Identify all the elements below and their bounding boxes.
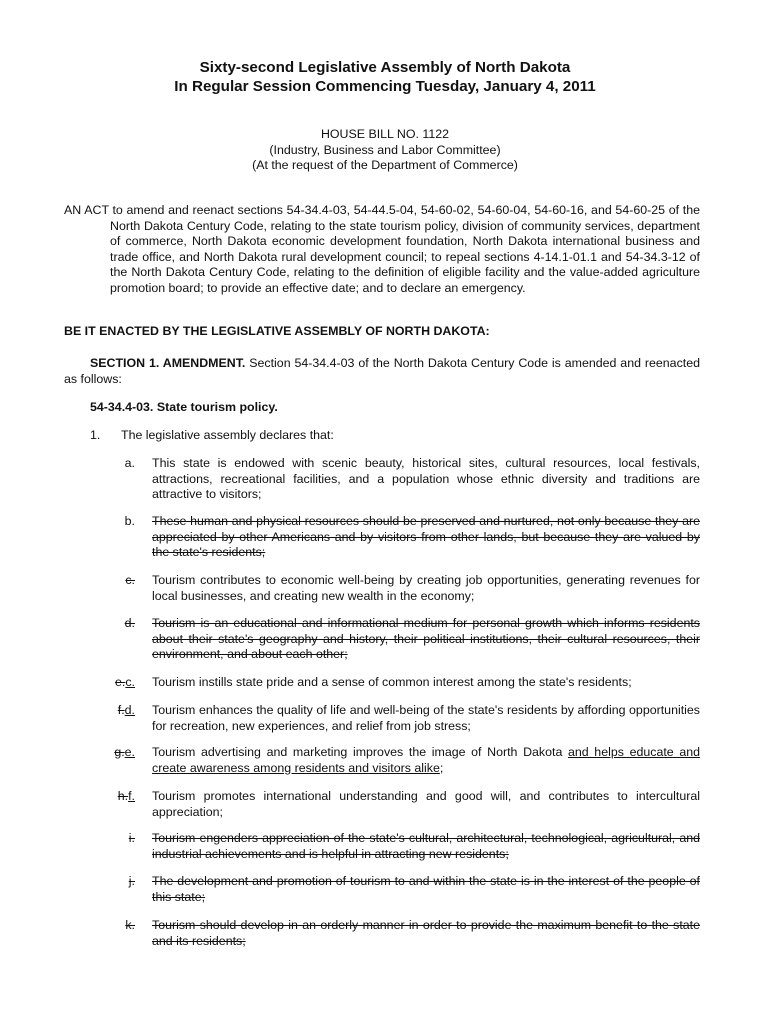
subitem-text: Tourism enhances the quality of life and well-being of the state's residents by affording opportunities for recreation, new experiences, and relief from job stress; (152, 703, 700, 733)
subitem-text: This state is endowed with scenic beauty, historical sites, cultural resources, local festivals, attractions, recreational facilities, and a population whose ethnic diversity and traditions are attractive to visitors; (152, 456, 700, 502)
section-1-label: SECTION 1. AMENDMENT. (90, 356, 246, 370)
title-line-1: Sixty-second Legislative Assembly of North Dakota (199, 59, 571, 76)
label-added: c. (125, 675, 135, 689)
item-text: The legislative assembly declares that: (121, 428, 334, 442)
subitem-text-deleted: Tourism is an educational and informational medium for personal growth which informs residents about their state's geography and history, their political institutions, their cultural resources, their environment, and about each other; (152, 616, 700, 662)
act-title-paragraph (64, 203, 700, 297)
subitem-label: b. (124, 514, 135, 528)
bill-header (0, 127, 770, 174)
subitem-text: Tourism instills state pride and a sense of common interest among the state's residents; (152, 675, 632, 689)
section-heading: 54-34.4-03. State tourism policy. (90, 400, 278, 414)
subitem-text: Tourism contributes to economic well-being by creating job opportunities, generating revenues for local businesses, and creating new wealth in the economy; (152, 573, 700, 603)
subitem-label: a. (124, 456, 135, 470)
subitem-label (114, 745, 135, 761)
label-added: d. (124, 703, 135, 717)
page-title (0, 58, 770, 96)
subitem-text-deleted: The development and promotion of tourism to and within the state is in the interest of the people of this state; (152, 874, 700, 904)
title-line-2: In Regular Session Commencing Tuesday, January 4, 2011 (174, 78, 596, 95)
bill-committee: (Industry, Business and Labor Committee) (269, 142, 501, 157)
enacting-clause: BE IT ENACTED BY THE LEGISLATIVE ASSEMBLY OF NORTH DAKOTA: (64, 324, 490, 338)
label-deleted: f. (117, 703, 125, 717)
label-deleted: g. (114, 745, 125, 759)
subitem-label-deleted: d. (124, 616, 135, 630)
subitem-label (115, 675, 135, 691)
label-deleted: e. (115, 675, 126, 689)
item-number: 1. (90, 428, 101, 442)
text-plain: Tourism advertising and marketing improves the image of North Dakota (152, 745, 568, 759)
label-deleted: h. (117, 789, 129, 803)
subitem-text-deleted: Tourism should develop in an orderly manner in order to provide the maximum benefit to the state and its residents; (152, 918, 700, 948)
subitem-label (118, 789, 135, 805)
subitem-text: Tourism promotes international understanding and good will, and contributes to intercultural appreciation; (152, 789, 700, 819)
label-added: e. (124, 745, 135, 759)
subitem-text (152, 745, 700, 776)
subitem-label-deleted: i. (128, 831, 135, 845)
label-added: f. (128, 789, 135, 803)
bill-number: HOUSE BILL NO. 1122 (320, 127, 450, 141)
text-added: and helps educate and create awareness among residents and visitors alike (152, 745, 700, 775)
text-end: ; (439, 760, 444, 775)
subitem-label (118, 703, 135, 719)
section-1-text: Section 54-34.4-03 of the North Dakota Century Code is amended and reenacted as follows: (64, 356, 700, 386)
act-text: AN ACT to amend and reenact sections 54-34.4-03, 54-44.5-04, 54-60-02, 54-60-04, 54-60-16, and 54-60-25 of the North Dakota Century Code, relating to the state tourism policy, division of community services, department of commerce, North Dakota economic development foundation, North Dakota international business and trade office, and North Dakota rural development council; to repeal sections 4-14.1-01.1 and 54-34.3-12 of the North Dakota Century Code, relating to the definition of eligible facility and the value-added agriculture promotion board; to provide an effective date; and to declare an emergency. (64, 203, 700, 295)
bill-request: (At the request of the Department of Commerce) (252, 158, 518, 173)
subitem-text-deleted: Tourism engenders appreciation of the state's cultural, architectural, technological, agricultural, and industrial achievements and is helpful in attracting new residents; (152, 831, 700, 861)
subitem-text-deleted: These human and physical resources should be preserved and nurtured, not only because they are appreciated by other Americans and by visitors from other lands, but because they are valued by the state's residents; (152, 514, 700, 560)
subitem-label-deleted: c. (125, 573, 135, 587)
subitem-label-deleted: k. (125, 918, 135, 932)
subitem-label-deleted: j. (128, 874, 135, 888)
section-1-paragraph (64, 356, 700, 387)
